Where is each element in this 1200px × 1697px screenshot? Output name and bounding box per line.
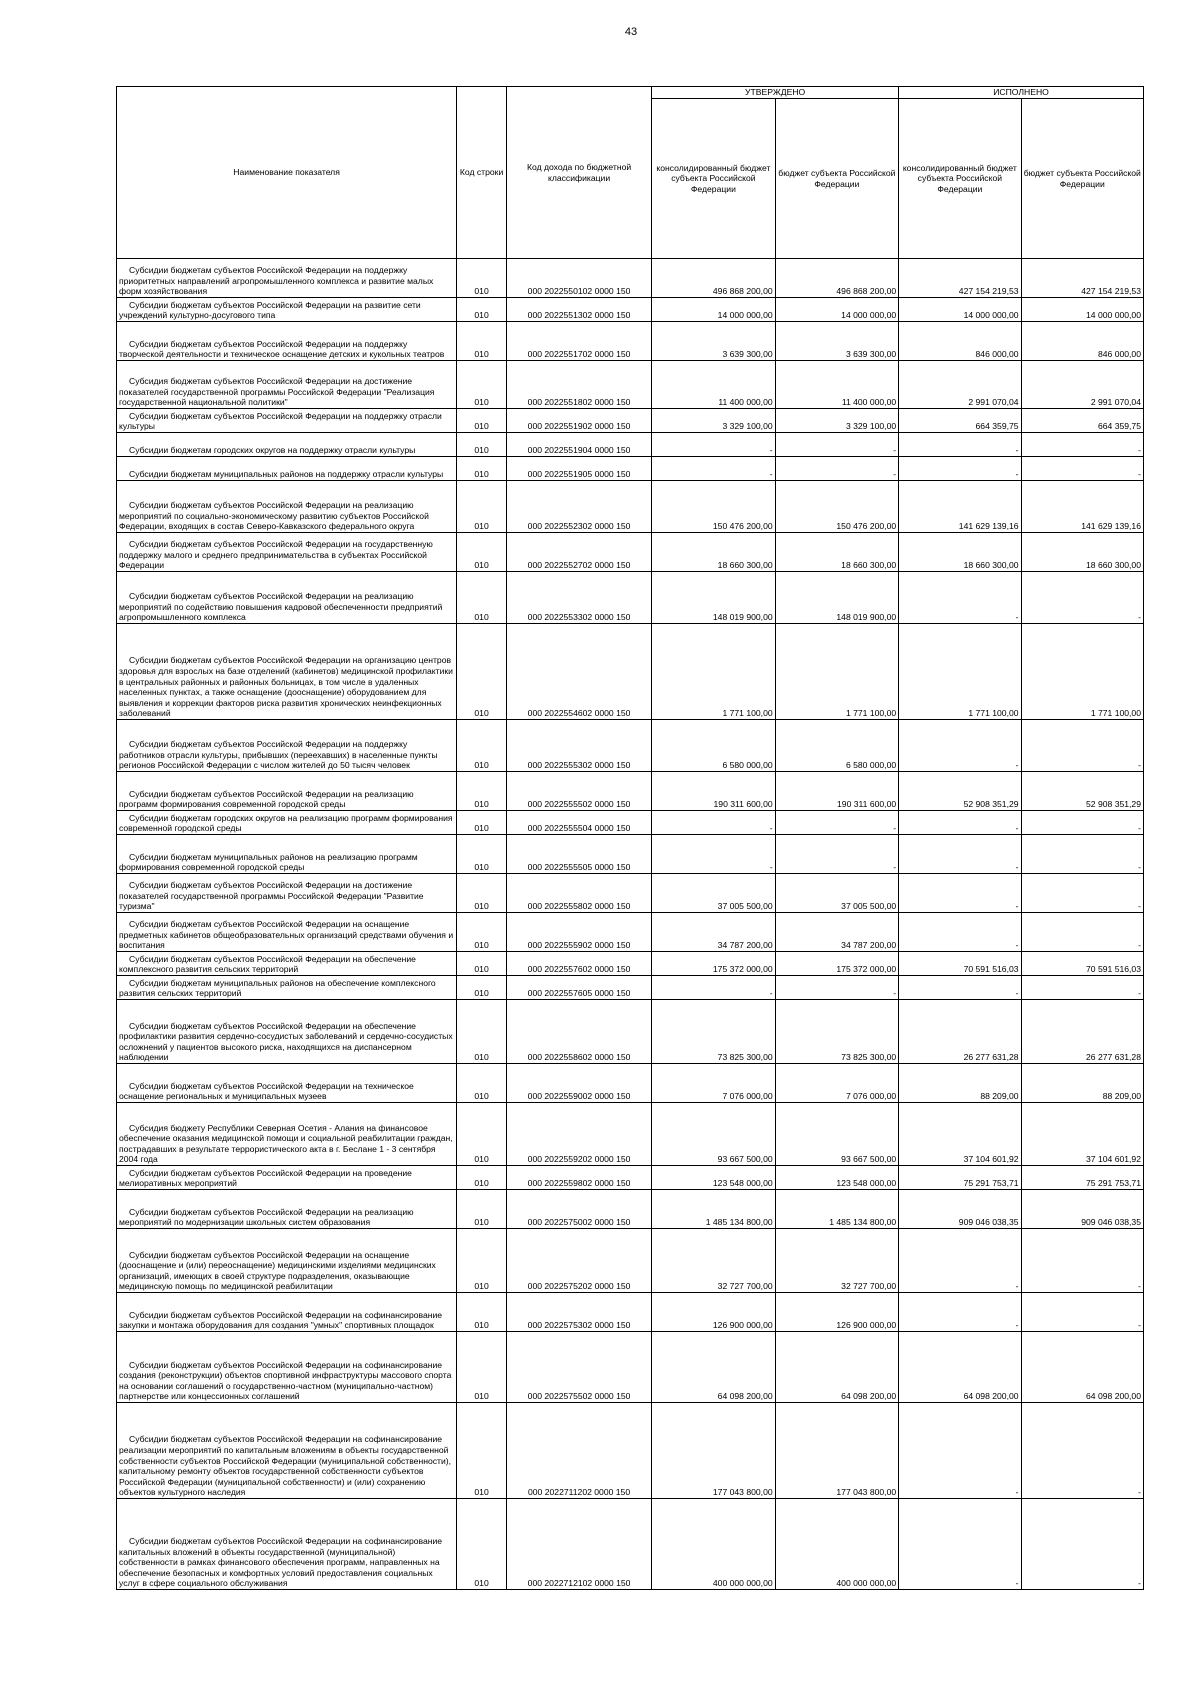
row-executed-consolidated-cell: - [899, 811, 1021, 835]
row-income-code-cell: 000 2022555802 0000 150 [506, 874, 651, 913]
row-name-cell: Субсидии бюджетам субъектов Российской Федерации на реализацию мероприятий по содействию повышения кадровой обеспеченности предприятий агропромышленного комплекса [117, 572, 457, 624]
row-income-code-cell: 000 2022555504 0000 150 [506, 811, 651, 835]
row-executed-consolidated-cell: - [899, 1499, 1021, 1590]
table-row [117, 322, 1144, 361]
row-name-cell: Субсидии бюджетам субъектов Российской Федерации на проведение мелиоративных мероприятий [117, 1166, 457, 1190]
row-executed-consolidated-cell: 70 591 516,03 [899, 952, 1021, 976]
row-name-cell: Субсидии бюджетам субъектов Российской Федерации на достижение показателей государственной программы Российской Федерации "Развитие туризма" [117, 874, 457, 913]
row-code-cell: 010 [457, 322, 507, 361]
row-executed-subject-cell: 2 991 070,04 [1021, 361, 1143, 409]
row-approved-consolidated-cell: 14 000 000,00 [652, 298, 776, 322]
row-executed-consolidated-cell: - [899, 1229, 1021, 1293]
row-name-cell: Субсидии бюджетам субъектов Российской Федерации на поддержку отрасли культуры [117, 409, 457, 433]
row-code-cell: 010 [457, 409, 507, 433]
row-approved-consolidated-cell: 3 639 300,00 [652, 322, 776, 361]
row-code-cell: 010 [457, 772, 507, 811]
row-executed-subject-cell: 664 359,75 [1021, 409, 1143, 433]
row-income-code-cell: 000 2022575302 0000 150 [506, 1293, 651, 1332]
row-approved-subject-cell: 175 372 000,00 [775, 952, 899, 976]
row-approved-subject-cell: 177 043 800,00 [775, 1403, 899, 1499]
row-name-cell: Субсидии бюджетам субъектов Российской Федерации на софинансирование капитальных вложений в объекты государственной (муниципальной) собственности в рамках финансового обеспечения программ, направленных на обеспечение безопасных и комфортных условий предоставления социальных услуг в сфере социального обслуживания [117, 1499, 457, 1590]
row-approved-consolidated-cell: 190 311 600,00 [652, 772, 776, 811]
row-code-cell: 010 [457, 572, 507, 624]
row-executed-consolidated-cell: 846 000,00 [899, 322, 1021, 361]
header-executed-consolidated: консолидированный бюджет субъекта Российской Федерации [899, 99, 1021, 259]
row-approved-subject-cell: 150 476 200,00 [775, 481, 899, 533]
row-income-code-cell: 000 2022555502 0000 150 [506, 772, 651, 811]
row-income-code-cell: 000 2022551702 0000 150 [506, 322, 651, 361]
row-code-cell: 010 [457, 1166, 507, 1190]
row-income-code-cell: 000 2022712102 0000 150 [506, 1499, 651, 1590]
row-approved-consolidated-cell: 11 400 000,00 [652, 361, 776, 409]
row-executed-subject-cell: - [1021, 811, 1143, 835]
row-name-cell: Субсидии бюджетам субъектов Российской Федерации на обеспечение профилактики развития сердечно-сосудистых заболеваний и сердечно-сосудистых осложнений у пациентов высокого риска, находящихся на диспансерном наблюдении [117, 1000, 457, 1064]
row-executed-consolidated-cell: - [899, 572, 1021, 624]
table-row [117, 259, 1144, 298]
row-executed-consolidated-cell: - [899, 913, 1021, 952]
row-code-cell: 010 [457, 457, 507, 481]
header-executed-subject: бюджет субъекта Российской Федерации [1021, 99, 1143, 259]
row-approved-subject-cell: 32 727 700,00 [775, 1229, 899, 1293]
header-approved-consolidated: консолидированный бюджет субъекта Российской Федерации [652, 99, 776, 259]
row-code-cell: 010 [457, 298, 507, 322]
table-row [117, 624, 1144, 720]
table-row [117, 481, 1144, 533]
row-approved-consolidated-cell: 37 005 500,00 [652, 874, 776, 913]
row-approved-consolidated-cell: 93 667 500,00 [652, 1103, 776, 1166]
row-name-cell: Субсидии бюджетам субъектов Российской Федерации на поддержку приоритетных направлений агропромышленного комплекса и развитие малых форм хозяйствования [117, 259, 457, 298]
table-row [117, 433, 1144, 457]
row-income-code-cell: 000 2022551905 0000 150 [506, 457, 651, 481]
row-income-code-cell: 000 2022575002 0000 150 [506, 1190, 651, 1229]
row-executed-subject-cell: 14 000 000,00 [1021, 298, 1143, 322]
row-approved-consolidated-cell: 177 043 800,00 [652, 1403, 776, 1499]
row-name-cell: Субсидии бюджетам субъектов Российской Федерации на государственную поддержку малого и среднего предпринимательства в субъектах Российской Федерации [117, 533, 457, 572]
row-name-cell: Субсидии бюджетам субъектов Российской Федерации на развитие сети учреждений культурно-досугового типа [117, 298, 457, 322]
row-executed-consolidated-cell: 141 629 139,16 [899, 481, 1021, 533]
row-income-code-cell: 000 2022559002 0000 150 [506, 1064, 651, 1103]
header-income-code: Код дохода по бюджетной классификации [506, 87, 651, 259]
row-executed-consolidated-cell: 14 000 000,00 [899, 298, 1021, 322]
row-code-cell: 010 [457, 433, 507, 457]
row-code-cell: 010 [457, 811, 507, 835]
table-row [117, 913, 1144, 952]
row-income-code-cell: 000 2022552302 0000 150 [506, 481, 651, 533]
table-row [117, 457, 1144, 481]
row-executed-subject-cell: 427 154 219,53 [1021, 259, 1143, 298]
row-executed-subject-cell: 52 908 351,29 [1021, 772, 1143, 811]
row-executed-consolidated-cell: 18 660 300,00 [899, 533, 1021, 572]
row-executed-consolidated-cell: 75 291 753,71 [899, 1166, 1021, 1190]
row-approved-subject-cell: 123 548 000,00 [775, 1166, 899, 1190]
row-code-cell: 010 [457, 533, 507, 572]
table-row [117, 1293, 1144, 1332]
row-approved-subject-cell: 37 005 500,00 [775, 874, 899, 913]
row-income-code-cell: 000 2022554602 0000 150 [506, 624, 651, 720]
row-executed-subject-cell: - [1021, 976, 1143, 1000]
table-row [117, 720, 1144, 772]
table-row [117, 298, 1144, 322]
header-name: Наименование показателя [117, 87, 457, 259]
row-approved-subject-cell: 3 639 300,00 [775, 322, 899, 361]
row-approved-consolidated-cell: 32 727 700,00 [652, 1229, 776, 1293]
row-code-cell: 010 [457, 1499, 507, 1590]
row-approved-subject-cell: 18 660 300,00 [775, 533, 899, 572]
row-executed-consolidated-cell: - [899, 457, 1021, 481]
row-executed-subject-cell: 26 277 631,28 [1021, 1000, 1143, 1064]
row-approved-subject-cell: - [775, 433, 899, 457]
row-approved-subject-cell: 6 580 000,00 [775, 720, 899, 772]
row-executed-subject-cell: - [1021, 1229, 1143, 1293]
row-executed-subject-cell: - [1021, 1293, 1143, 1332]
row-approved-consolidated-cell: 1 771 100,00 [652, 624, 776, 720]
row-executed-subject-cell: 75 291 753,71 [1021, 1166, 1143, 1190]
row-code-cell: 010 [457, 1403, 507, 1499]
row-approved-consolidated-cell: - [652, 457, 776, 481]
row-name-cell: Субсидии бюджетам субъектов Российской Федерации на реализацию мероприятий по социально-экономическому развитию субъектов Российской Федерации, входящих в состав Северо-Кавказского федерального округа [117, 481, 457, 533]
row-income-code-cell: 000 2022551904 0000 150 [506, 433, 651, 457]
row-name-cell: Субсидии бюджетам субъектов Российской Федерации на реализацию программ формирования современной городской среды [117, 772, 457, 811]
row-executed-subject-cell: - [1021, 913, 1143, 952]
row-approved-subject-cell: 3 329 100,00 [775, 409, 899, 433]
row-income-code-cell: 000 2022555302 0000 150 [506, 720, 651, 772]
row-income-code-cell: 000 2022555505 0000 150 [506, 835, 651, 874]
row-income-code-cell: 000 2022551902 0000 150 [506, 409, 651, 433]
row-name-cell: Субсидии бюджетам субъектов Российской Федерации на поддержку работников отрасли культуры, прибывших (переехавших) в населенные пункты регионов Российской Федерации с числом жителей до 50 тысяч человек [117, 720, 457, 772]
row-approved-subject-cell: 34 787 200,00 [775, 913, 899, 952]
row-name-cell: Субсидия бюджету Республики Северная Осетия - Алания на финансовое обеспечение оказания медицинской помощи и социальной реабилитации граждан, пострадавших в результате террористического акта в г. Беслане 1 - 3 сентября 2004 года [117, 1103, 457, 1166]
row-approved-subject-cell: 496 868 200,00 [775, 259, 899, 298]
row-approved-consolidated-cell: 34 787 200,00 [652, 913, 776, 952]
row-approved-subject-cell: 1 485 134 800,00 [775, 1190, 899, 1229]
row-executed-subject-cell: - [1021, 433, 1143, 457]
header-row-code: Код строки [457, 87, 507, 259]
row-executed-subject-cell: - [1021, 457, 1143, 481]
row-approved-consolidated-cell: 123 548 000,00 [652, 1166, 776, 1190]
header-executed: ИСПОЛНЕНО [899, 87, 1144, 99]
row-approved-subject-cell: - [775, 811, 899, 835]
row-approved-consolidated-cell: 3 329 100,00 [652, 409, 776, 433]
row-executed-consolidated-cell: 64 098 200,00 [899, 1332, 1021, 1403]
row-code-cell: 010 [457, 835, 507, 874]
row-approved-subject-cell: 190 311 600,00 [775, 772, 899, 811]
row-approved-consolidated-cell: 496 868 200,00 [652, 259, 776, 298]
row-approved-subject-cell: 64 098 200,00 [775, 1332, 899, 1403]
row-approved-subject-cell: 148 019 900,00 [775, 572, 899, 624]
row-approved-consolidated-cell: - [652, 811, 776, 835]
row-executed-consolidated-cell: 37 104 601,92 [899, 1103, 1021, 1166]
row-name-cell: Субсидии бюджетам городских округов на реализацию программ формирования современной городской среды [117, 811, 457, 835]
row-income-code-cell: 000 2022552702 0000 150 [506, 533, 651, 572]
row-code-cell: 010 [457, 1103, 507, 1166]
header-approved: УТВЕРЖДЕНО [652, 87, 899, 99]
row-approved-subject-cell: 1 771 100,00 [775, 624, 899, 720]
row-executed-consolidated-cell: 52 908 351,29 [899, 772, 1021, 811]
row-approved-consolidated-cell: 73 825 300,00 [652, 1000, 776, 1064]
row-name-cell: Субсидии бюджетам субъектов Российской Федерации на реализацию мероприятий по модернизации школьных систем образования [117, 1190, 457, 1229]
header-approved-subject: бюджет субъекта Российской Федерации [775, 99, 899, 259]
table-row [117, 874, 1144, 913]
row-name-cell: Субсидии бюджетам субъектов Российской Федерации на поддержку творческой деятельности и техническое оснащение детских и кукольных театров [117, 322, 457, 361]
row-code-cell: 010 [457, 1293, 507, 1332]
row-code-cell: 010 [457, 1332, 507, 1403]
row-code-cell: 010 [457, 1000, 507, 1064]
row-name-cell: Субсидии бюджетам муниципальных районов на обеспечение комплексного развития сельских территорий [117, 976, 457, 1000]
table-row [117, 533, 1144, 572]
budget-income-table [116, 86, 1144, 1590]
row-executed-subject-cell: 909 046 038,35 [1021, 1190, 1143, 1229]
row-name-cell: Субсидии бюджетам субъектов Российской Федерации на софинансирование создания (реконструкции) объектов спортивной инфраструктуры массового спорта на основании соглашений о государственно-частном (муниципально-частном) партнерстве или концессионных соглашений [117, 1332, 457, 1403]
table-row [117, 835, 1144, 874]
row-name-cell: Субсидии бюджетам субъектов Российской Федерации на организацию центров здоровья для взрослых на базе отделений (кабинетов) медицинской профилактики в центральных районных и районных больницах, в том числе в удаленных населенных пунктах, а также оснащение (дооснащение) оборудованием для выявления и коррекции факторов риска развития хронических неинфекционных заболеваний [117, 624, 457, 720]
row-approved-consolidated-cell: 7 076 000,00 [652, 1064, 776, 1103]
row-executed-subject-cell: 141 629 139,16 [1021, 481, 1143, 533]
row-approved-consolidated-cell: - [652, 433, 776, 457]
row-approved-consolidated-cell: 400 000 000,00 [652, 1499, 776, 1590]
row-approved-consolidated-cell: - [652, 835, 776, 874]
row-approved-consolidated-cell: 1 485 134 800,00 [652, 1190, 776, 1229]
row-code-cell: 010 [457, 1064, 507, 1103]
row-approved-consolidated-cell: - [652, 976, 776, 1000]
row-executed-subject-cell: - [1021, 572, 1143, 624]
row-executed-subject-cell: - [1021, 1403, 1143, 1499]
row-executed-consolidated-cell: 664 359,75 [899, 409, 1021, 433]
row-approved-subject-cell: 14 000 000,00 [775, 298, 899, 322]
row-approved-consolidated-cell: 18 660 300,00 [652, 533, 776, 572]
table-row [117, 1332, 1144, 1403]
row-executed-consolidated-cell: - [899, 433, 1021, 457]
table-body [117, 259, 1144, 1590]
row-code-cell: 010 [457, 976, 507, 1000]
row-executed-subject-cell: - [1021, 720, 1143, 772]
row-income-code-cell: 000 2022551802 0000 150 [506, 361, 651, 409]
table-row [117, 772, 1144, 811]
row-approved-consolidated-cell: 6 580 000,00 [652, 720, 776, 772]
row-name-cell: Субсидии бюджетам субъектов Российской Федерации на софинансирование закупки и монтажа оборудования для создания "умных" спортивных площадок [117, 1293, 457, 1332]
row-executed-consolidated-cell: - [899, 1403, 1021, 1499]
row-name-cell: Субсидии бюджетам городских округов на поддержку отрасли культуры [117, 433, 457, 457]
row-name-cell: Субсидии бюджетам муниципальных районов на поддержку отрасли культуры [117, 457, 457, 481]
row-executed-subject-cell: 88 209,00 [1021, 1064, 1143, 1103]
row-approved-consolidated-cell: 175 372 000,00 [652, 952, 776, 976]
row-executed-subject-cell: - [1021, 835, 1143, 874]
row-executed-consolidated-cell: 2 991 070,04 [899, 361, 1021, 409]
table-row [117, 976, 1144, 1000]
row-executed-subject-cell: 37 104 601,92 [1021, 1103, 1143, 1166]
row-name-cell: Субсидии бюджетам субъектов Российской Федерации на софинансирование реализации мероприятий по капитальным вложениям в объекты государственной собственности субъектов Российской Федерации (муниципальной собственности), капитальному ремонту объектов государственной собственности субъектов Российской Федерации (муниципальной собственности) и (или) сохранению объектов культурного наследия [117, 1403, 457, 1499]
row-approved-consolidated-cell: 64 098 200,00 [652, 1332, 776, 1403]
row-code-cell: 010 [457, 481, 507, 533]
row-income-code-cell: 000 2022575202 0000 150 [506, 1229, 651, 1293]
row-approved-subject-cell: 93 667 500,00 [775, 1103, 899, 1166]
row-executed-subject-cell: - [1021, 1499, 1143, 1590]
row-income-code-cell: 000 2022557605 0000 150 [506, 976, 651, 1000]
table-row [117, 1166, 1144, 1190]
row-executed-consolidated-cell: 88 209,00 [899, 1064, 1021, 1103]
row-income-code-cell: 000 2022711202 0000 150 [506, 1403, 651, 1499]
row-approved-subject-cell: - [775, 835, 899, 874]
row-approved-consolidated-cell: 126 900 000,00 [652, 1293, 776, 1332]
row-executed-subject-cell: 70 591 516,03 [1021, 952, 1143, 976]
row-approved-subject-cell: 126 900 000,00 [775, 1293, 899, 1332]
row-executed-consolidated-cell: 909 046 038,35 [899, 1190, 1021, 1229]
table-row [117, 1000, 1144, 1064]
row-executed-consolidated-cell: - [899, 835, 1021, 874]
row-code-cell: 010 [457, 913, 507, 952]
row-approved-subject-cell: 400 000 000,00 [775, 1499, 899, 1590]
row-executed-subject-cell: 1 771 100,00 [1021, 624, 1143, 720]
page-number: 43 [624, 26, 638, 38]
row-approved-consolidated-cell: 148 019 900,00 [652, 572, 776, 624]
row-name-cell: Субсидии бюджетам субъектов Российской Федерации на оснащение предметных кабинетов общеобразовательных организаций средствами обучения и воспитания [117, 913, 457, 952]
table-row [117, 361, 1144, 409]
row-code-cell: 010 [457, 1229, 507, 1293]
row-income-code-cell: 000 2022550102 0000 150 [506, 259, 651, 298]
row-code-cell: 010 [457, 874, 507, 913]
table-row [117, 1103, 1144, 1166]
row-code-cell: 010 [457, 259, 507, 298]
row-income-code-cell: 000 2022551302 0000 150 [506, 298, 651, 322]
table-row [117, 1499, 1144, 1590]
row-executed-consolidated-cell: - [899, 1293, 1021, 1332]
row-name-cell: Субсидия бюджетам субъектов Российской Федерации на достижение показателей государственной программы Российской Федерации "Реализация государственной национальной политики" [117, 361, 457, 409]
row-code-cell: 010 [457, 720, 507, 772]
row-executed-consolidated-cell: 1 771 100,00 [899, 624, 1021, 720]
row-code-cell: 010 [457, 1190, 507, 1229]
row-approved-subject-cell: 11 400 000,00 [775, 361, 899, 409]
row-name-cell: Субсидии бюджетам субъектов Российской Федерации на техническое оснащение региональных и муниципальных музеев [117, 1064, 457, 1103]
row-executed-consolidated-cell: 427 154 219,53 [899, 259, 1021, 298]
table-row [117, 952, 1144, 976]
table-row [117, 811, 1144, 835]
row-code-cell: 010 [457, 361, 507, 409]
row-name-cell: Субсидии бюджетам субъектов Российской Федерации на обеспечение комплексного развития сельских территорий [117, 952, 457, 976]
row-approved-subject-cell: 7 076 000,00 [775, 1064, 899, 1103]
row-name-cell: Субсидии бюджетам муниципальных районов на реализацию программ формирования современной городской среды [117, 835, 457, 874]
row-income-code-cell: 000 2022559802 0000 150 [506, 1166, 651, 1190]
row-income-code-cell: 000 2022558602 0000 150 [506, 1000, 651, 1064]
row-income-code-cell: 000 2022553302 0000 150 [506, 572, 651, 624]
table-row [117, 572, 1144, 624]
row-approved-subject-cell: - [775, 976, 899, 1000]
row-income-code-cell: 000 2022575502 0000 150 [506, 1332, 651, 1403]
row-executed-subject-cell: - [1021, 874, 1143, 913]
row-executed-consolidated-cell: - [899, 976, 1021, 1000]
row-code-cell: 010 [457, 952, 507, 976]
row-approved-consolidated-cell: 150 476 200,00 [652, 481, 776, 533]
row-approved-subject-cell: 73 825 300,00 [775, 1000, 899, 1064]
row-approved-subject-cell: - [775, 457, 899, 481]
row-income-code-cell: 000 2022557602 0000 150 [506, 952, 651, 976]
table-row [117, 1229, 1144, 1293]
row-executed-subject-cell: 846 000,00 [1021, 322, 1143, 361]
table-row [117, 1190, 1144, 1229]
row-name-cell: Субсидии бюджетам субъектов Российской Федерации на оснащение (дооснащение и (или) переоснащение) медицинскими изделиями медицинских организаций, имеющих в своей структуре подразделения, оказывающие медицинскую помощь по медицинской реабилитации [117, 1229, 457, 1293]
row-executed-consolidated-cell: 26 277 631,28 [899, 1000, 1021, 1064]
row-executed-consolidated-cell: - [899, 874, 1021, 913]
table-row [117, 1403, 1144, 1499]
row-income-code-cell: 000 2022555902 0000 150 [506, 913, 651, 952]
row-executed-subject-cell: 64 098 200,00 [1021, 1332, 1143, 1403]
table-row [117, 1064, 1144, 1103]
row-executed-subject-cell: 18 660 300,00 [1021, 533, 1143, 572]
row-executed-consolidated-cell: - [899, 720, 1021, 772]
row-code-cell: 010 [457, 624, 507, 720]
table-row [117, 409, 1144, 433]
row-income-code-cell: 000 2022559202 0000 150 [506, 1103, 651, 1166]
